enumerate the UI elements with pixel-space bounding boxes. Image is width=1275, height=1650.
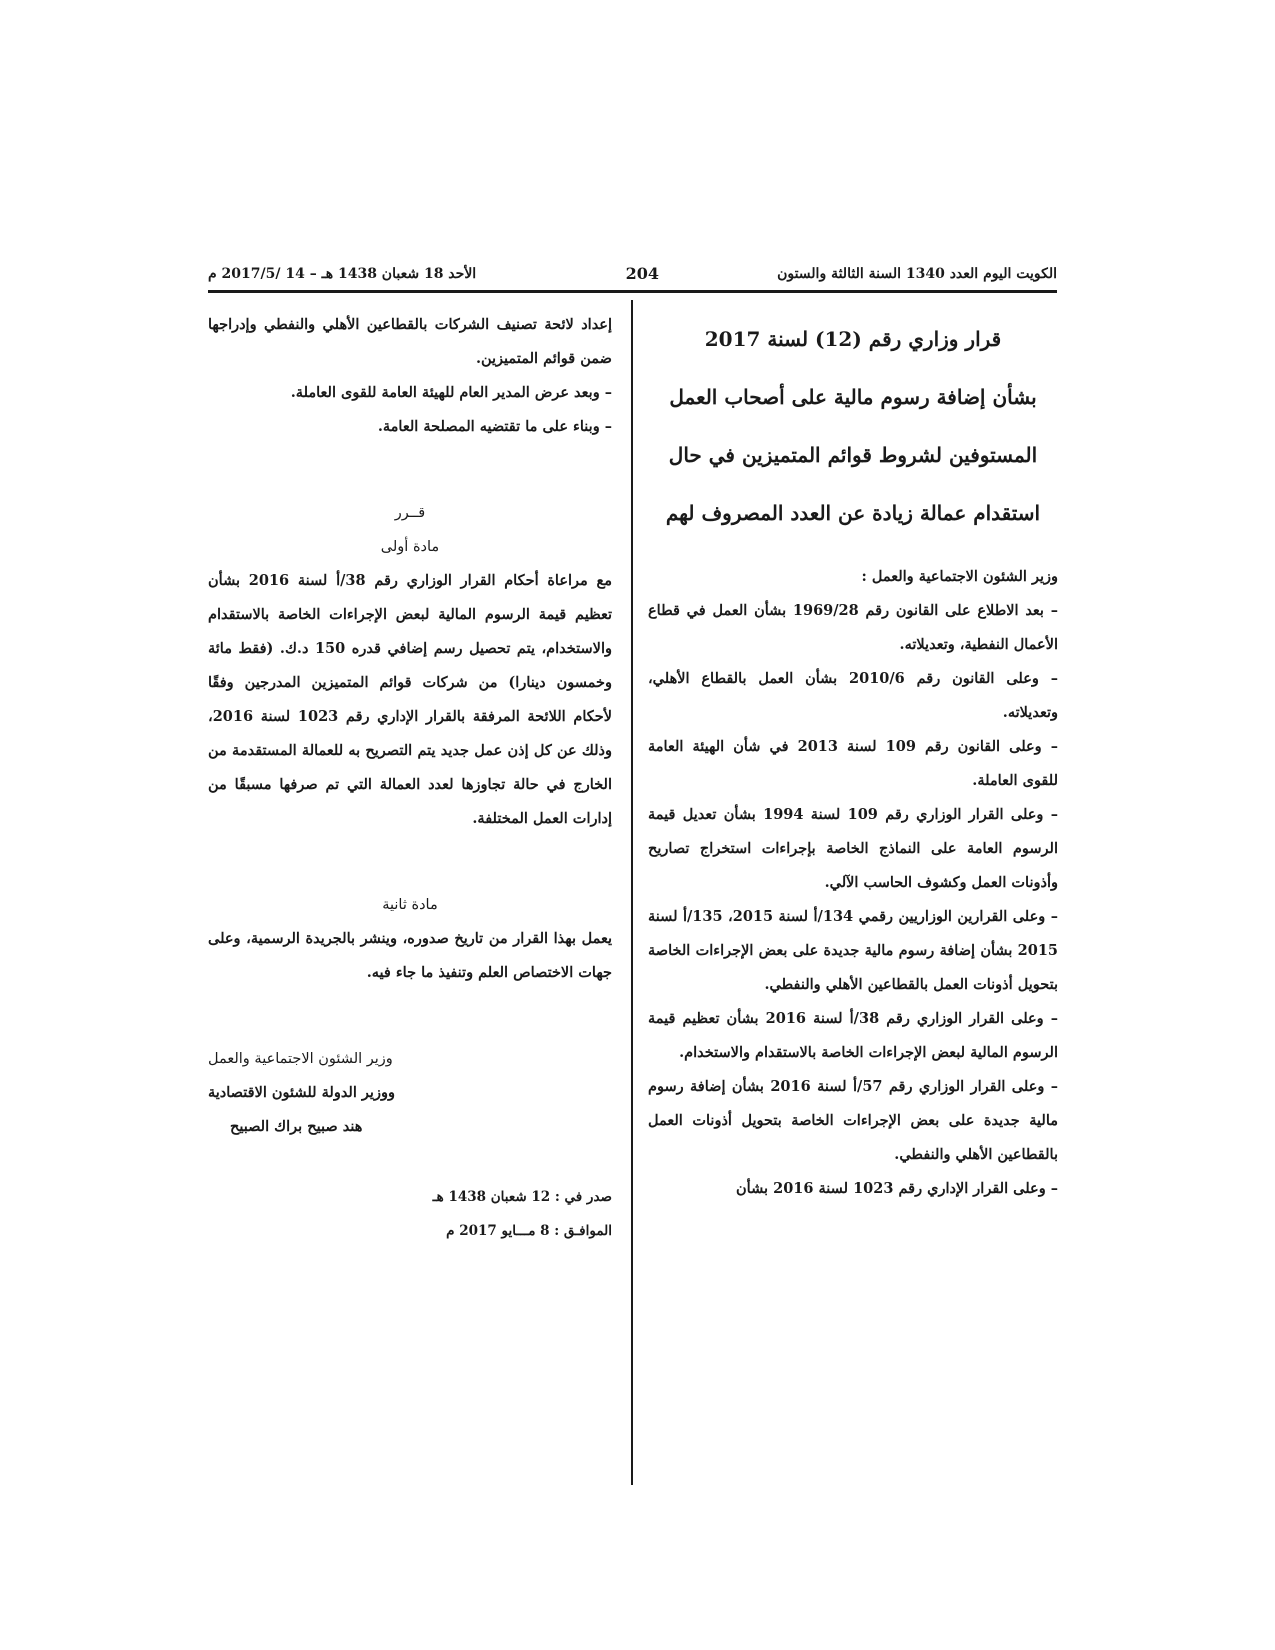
header-publication: الكويت اليوم العدد 1340 السنة الثالثة والستون bbox=[777, 266, 1057, 282]
preamble-continuation: إعداد لائحة تصنيف الشركات بالقطاعين الأهلي والنفطي وإدراجها ضمن قوائم المتميزين. bbox=[208, 316, 612, 367]
decree-subject-line-2: المستوفين لشروط قوائم المتميزين في حال bbox=[668, 443, 1038, 467]
preamble-item-2: – وعلى القانون رقم 2010/6 بشأن العمل بالقطاع الأهلي، وتعديلاته. bbox=[648, 670, 1058, 721]
minister-intro: وزير الشئون الاجتماعية والعمل : bbox=[861, 568, 1058, 585]
signature-block bbox=[208, 1042, 612, 1144]
preamble-item-9: – وبعد عرض المدير العام للهيئة العامة للقوى العاملة. bbox=[290, 384, 612, 401]
signatory-name: هند صبيح براك الصبيح bbox=[230, 1118, 363, 1135]
signatory-title-2: ووزير الدولة للشئون الاقتصادية bbox=[208, 1084, 395, 1101]
header-page-number: 204 bbox=[625, 264, 659, 283]
decided-heading: قــرر bbox=[394, 505, 426, 521]
decree-subject-line-1: بشأن إضافة رسوم مالية على أصحاب العمل bbox=[669, 385, 1037, 409]
preamble-item-8: – وعلى القرار الإداري رقم 1023 لسنة 2016 بشأن bbox=[736, 1180, 1058, 1197]
preamble-item-5: – وعلى القرارين الوزاريين رقمي 134/أ لسنة 2015، 135/أ لسنة 2015 بشأن إضافة رسوم مالية جديدة على بعض الإجراءات الخاصة بتحويل أذونات العمل بالقطاعين الأهلي والنفطي. bbox=[648, 908, 1058, 993]
article-1-text: مع مراعاة أحكام القرار الوزاري رقم 38/أ لسنة 2016 بشأن تعظيم قيمة الرسوم المالية لبعض الإجراءات الخاصة بالاستقدام والاستخدام، يتم تحصيل رسم إضافي قدره 150 د.ك. (فقط مائة وخمسون دينارا) من شركات قوائم المتميزين المدرجين وفقًا لأحكام اللائحة المرفقة بالقرار الإداري رقم 1023 لسنة 2016، وذلك عن كل إذن عمل جديد يتم التصريح به للعمالة المستقدمة من الخارج في حالة تجاوزها لعدد العمالة التي تم صرفها مسبقًا من إدارات العمل المختلفة. bbox=[208, 572, 612, 827]
decree-title: قرار وزاري رقم (12) لسنة 2017 bbox=[704, 327, 1002, 351]
right-column bbox=[648, 310, 1058, 1206]
decree-subject-line-3: استقدام عمالة زيادة عن العدد المصروف لهم bbox=[665, 501, 1041, 525]
signatory-title-1: وزير الشئون الاجتماعية والعمل bbox=[208, 1051, 393, 1067]
preamble-item-4: – وعلى القرار الوزاري رقم 109 لسنة 1994 بشأن تعديل قيمة الرسوم العامة على النماذج الخاصة بإجراءات استخراج تصاريح وأذونات العمل وكشوف الحاسب الآلي. bbox=[648, 806, 1058, 891]
page-header bbox=[208, 258, 1057, 292]
corresponding-date: الموافـق : 8 مـــايو 2017 م bbox=[446, 1223, 612, 1239]
preamble-item-3: – وعلى القانون رقم 109 لسنة 2013 في شأن الهيئة العامة للقوى العاملة. bbox=[648, 738, 1058, 789]
header-rule bbox=[208, 290, 1057, 293]
article-2-text: يعمل بهذا القرار من تاريخ صدوره، وينشر بالجريدة الرسمية، وعلى جهات الاختصاص العلم وتنفيذ ما جاء فيه. bbox=[208, 930, 612, 981]
left-column bbox=[208, 308, 612, 1248]
article-1-title: مادة أولى bbox=[380, 539, 440, 555]
preamble-item-6: – وعلى القرار الوزاري رقم 38/أ لسنة 2016 بشأن تعظيم قيمة الرسوم المالية لبعض الإجراءات الخاصة بالاستقدام والاستخدام. bbox=[648, 1010, 1058, 1061]
issued-date: صدر في : 12 شعبان 1438 هـ bbox=[432, 1189, 612, 1205]
column-divider bbox=[631, 300, 633, 1485]
preamble-item-7: – وعلى القرار الوزاري رقم 57/أ لسنة 2016 بشأن إضافة رسوم مالية جديدة على بعض الإجراءات الخاصة بتحويل أذونات العمل بالقطاعين الأهلي والنفطي. bbox=[648, 1078, 1058, 1163]
preamble-item-10: – وبناء على ما تقتضيه المصلحة العامة. bbox=[377, 418, 612, 435]
preamble-item-1: – بعد الاطلاع على القانون رقم 1969/28 بشأن العمل في قطاع الأعمال النفطية، وتعديلاته. bbox=[648, 602, 1058, 653]
header-date: الأحد 18 شعبان 1438 هـ – 14 /2017/5 م bbox=[208, 266, 477, 282]
article-2-title: مادة ثانية bbox=[382, 897, 438, 913]
